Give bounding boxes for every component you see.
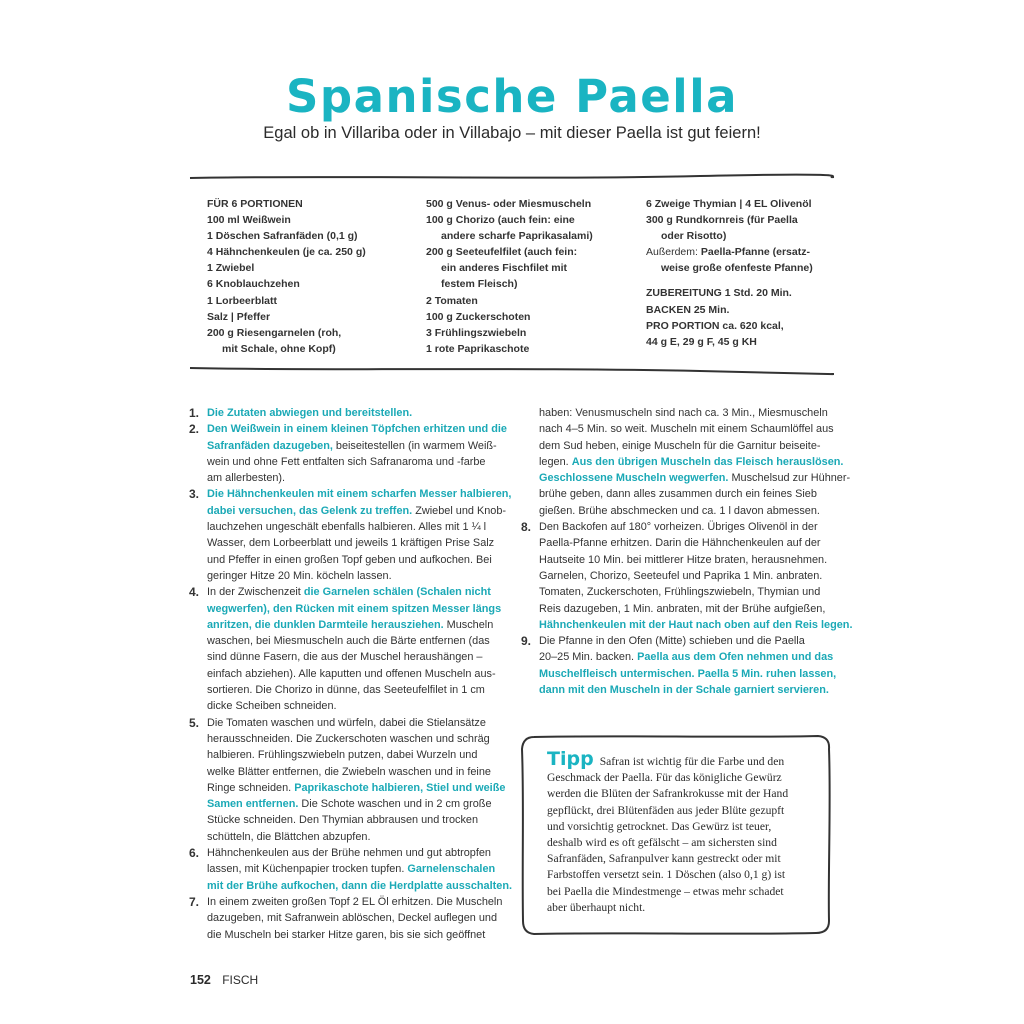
tip-line: deshalb wird es oft gefälscht – am sichersten sind — [547, 836, 777, 850]
tip-text — [547, 748, 827, 916]
step-line — [207, 617, 512, 633]
step-text: 20–25 Min. backen. — [539, 651, 638, 664]
step-text: Reis dazugeben, 1 Min. anbraten, mit der Brühe aufgießen, — [539, 602, 826, 615]
step-text: nach 4–5 Min. so weit. Muscheln mit einem Schaumlöffel aus — [539, 423, 834, 436]
step-number: 5. — [189, 715, 200, 730]
step-highlight-text: die Garnelen schälen (Schalen nicht — [303, 586, 491, 599]
step-line — [539, 617, 852, 633]
step-number: 6. — [189, 846, 200, 861]
step-highlight-text: Garnelenschalen — [407, 863, 496, 876]
step-line — [189, 584, 512, 600]
ingredient-line: 6 Knoblauchzehen — [207, 278, 300, 291]
step-line — [539, 405, 852, 421]
step-line — [207, 747, 512, 763]
step-text: beiseitestellen (in warmem Weiß- — [332, 439, 497, 452]
step-line — [539, 568, 852, 584]
step-text: am allerbesten). — [207, 472, 286, 485]
step-line — [207, 633, 512, 649]
page-number: 152 — [190, 973, 211, 987]
tip-line: Safran ist wichtig für die Farbe und den — [599, 755, 785, 768]
step-text: Hähnchenkeulen aus der Brühe nehmen und gut abtropfen — [207, 847, 491, 860]
ingredient-line: weise große ofenfeste Pfanne) — [661, 262, 813, 275]
nutrition: 44 g E, 29 g F, 45 g KH — [646, 335, 757, 348]
tip-line: gepflückt, drei Blütenfäden aus jeder Blüte gezupft — [547, 803, 785, 817]
step-text: sortieren. Die Chorizo in dünne, das Seeteufelfilet in 1 cm — [207, 684, 485, 697]
step-line — [207, 780, 512, 796]
step-line — [539, 666, 852, 682]
ingredient-line: 100 g Chorizo (auch fein: eine — [426, 214, 575, 227]
step-text: Die Schote waschen und in 2 cm große — [298, 798, 492, 811]
step-highlight-text: wegwerfen), den Rücken mit einem spitzen Messer längs — [207, 602, 502, 615]
step-highlight-text: anritzen, die dunklen Darmteile herausziehen. — [207, 618, 444, 631]
step-highlight-text: dann mit den Muscheln in der Schale garniert servieren. — [539, 684, 829, 697]
step-line — [207, 438, 512, 454]
step-line — [207, 829, 512, 845]
step-line — [207, 861, 512, 877]
step-text: dazugeben, mit Safranwein ablöschen, Deckel auflegen und — [207, 912, 498, 925]
step-line — [189, 421, 512, 437]
ingredient-line: Salz | Pfeffer — [207, 310, 271, 323]
page-title: Spanische Paella — [285, 70, 738, 123]
step-line — [207, 812, 512, 828]
per-portion: PRO PORTION ca. 620 kcal, — [646, 319, 784, 332]
step-text: einfach abziehen). Alle kaputten und offenen Muscheln aus- — [207, 667, 496, 680]
bake-time: BACKEN 25 Min. — [646, 303, 730, 316]
step-line — [207, 698, 512, 714]
step-line — [207, 470, 512, 486]
ingredient-line: 100 ml Weißwein — [207, 214, 291, 227]
step-text: Die Pfanne in den Ofen (Mitte) schieben und die Paella — [539, 635, 805, 648]
tip-box — [520, 733, 832, 936]
step-text: Hautseite 10 Min. bei mittlerer Hitze braten, herausnehmen. — [539, 553, 828, 566]
step-highlight-text: Paella aus dem Ofen nehmen und das — [637, 651, 834, 664]
ingredient-line: 1 Zwiebel — [207, 262, 255, 275]
step-line — [539, 584, 852, 600]
step-number: 2. — [189, 422, 200, 437]
step-line — [539, 470, 852, 486]
step-line — [539, 649, 852, 665]
ingredient-line: 1 Döschen Safranfäden (0,1 g) — [207, 230, 358, 243]
step-line — [189, 486, 512, 502]
step-line — [207, 649, 512, 665]
step-line — [189, 405, 512, 421]
step-line — [539, 535, 852, 551]
step-text: welke Blätter entfernen, die Zwiebeln waschen und in feine — [207, 765, 491, 778]
step-text: wein und ohne Fett entfalten sich Safranaroma und -farbe — [207, 455, 486, 468]
step-line — [539, 421, 852, 437]
step-line — [207, 601, 512, 617]
step-line — [189, 894, 512, 910]
ingredients-column-3 — [646, 196, 813, 350]
ingredient-line: 1 rote Paprikaschote — [426, 342, 530, 355]
step-line — [539, 503, 852, 519]
ingredient-line: 500 g Venus- oder Miesmuscheln — [426, 198, 592, 210]
tip-line: Safranfäden, Safranpulver kann gestreckt oder mit — [547, 852, 781, 866]
step-text: und Pfeffer in einen großen Topf geben und aufkochen. Bei — [207, 553, 492, 566]
step-text: brühe geben, dann alles zusammen durch ein feines Sieb — [539, 488, 817, 501]
ingredient-line: FÜR 6 PORTIONEN — [207, 198, 303, 210]
step-line — [207, 796, 512, 812]
step-number: 8. — [521, 520, 532, 535]
step-text: lassen, mit Küchenpapier trocken tupfen. — [207, 863, 408, 876]
step-line — [207, 731, 512, 747]
tip-label: Tipp — [547, 748, 594, 770]
step-highlight-text: Aus den übrigen Muscheln das Fleisch herauslösen. — [571, 455, 844, 468]
step-line — [539, 601, 852, 617]
step-line — [539, 454, 852, 470]
step-highlight-text: Muschelfleisch untermischen. Paella 5 Min. ruhen lassen, — [539, 667, 837, 680]
step-number: 9. — [521, 634, 532, 649]
step-line — [207, 878, 512, 894]
ausserdem-label: Außerdem: — [646, 246, 698, 259]
ingredient-line: oder Risotto) — [661, 230, 727, 243]
step-line — [189, 715, 512, 731]
ingredient-line: 200 g Riesengarnelen (roh, — [207, 326, 342, 339]
step-line — [539, 438, 852, 454]
step-text: legen. — [539, 455, 572, 468]
step-text: geringer Hitze 20 Min. köcheln lassen. — [207, 569, 392, 582]
ingredients-column-1 — [207, 196, 366, 357]
ingredient-line: ein anderes Fischfilet mit — [441, 262, 568, 275]
step-line — [539, 486, 852, 502]
ingredient-line: andere scharfe Paprikasalami) — [441, 230, 593, 243]
page-subtitle: Egal ob in Villariba oder in Villabajo – mit dieser Paella ist gut feiern! — [263, 124, 761, 142]
step-text: die Muscheln bei starker Hitze garen, bis sie sich geöffnet — [207, 928, 486, 941]
ingredient-line: 300 g Rundkornreis (für Paella — [646, 214, 798, 227]
step-text: sind dünne Fasern, die aus der Muschel heraushängen – — [207, 651, 483, 664]
step-text: Die Tomaten waschen und würfeln, dabei die Stielansätze — [207, 716, 486, 729]
step-line — [207, 535, 512, 551]
tip-line: und vorsichtig getrocknet. Das Gewürz ist teuer, — [547, 819, 772, 833]
step-text: Den Backofen auf 180° vorheizen. Übriges Olivenöl in der — [539, 521, 818, 534]
step-highlight-text: dabei versuchen, das Gelenk zu treffen. — [207, 504, 413, 517]
ingredient-line: 200 g Seeteufelfilet (auch fein: — [426, 246, 578, 259]
step-line — [207, 519, 512, 535]
step-highlight-text: mit der Brühe aufkochen, dann die Herdplatte ausschalten. — [207, 879, 513, 892]
step-text: halbieren. Frühlingszwiebeln putzen, dabei Wurzeln und — [207, 749, 478, 762]
step-highlight-text: Die Hähnchenkeulen mit einem scharfen Messer halbieren, — [207, 488, 512, 501]
step-number: 7. — [189, 894, 200, 909]
step-text: Muscheln — [443, 618, 494, 631]
step-highlight-text: Paprikaschote halbieren, Stiel und weiße — [294, 781, 506, 794]
ingredient-line: 4 Hähnchenkeulen (je ca. 250 g) — [207, 246, 366, 259]
section-name: FISCH — [222, 973, 259, 987]
step-line — [521, 519, 852, 535]
step-text: haben: Venusmuscheln sind nach ca. 3 Min., Miesmuscheln — [539, 407, 828, 419]
tip-line: Geschmack der Paella. Für das königliche Gewürz — [547, 771, 782, 785]
step-line — [207, 927, 512, 943]
step-line — [207, 682, 512, 698]
step-text: In der Zwischenzeit — [207, 586, 304, 599]
step-text: Paella-Pfanne erhitzen. Darin die Hähnchenkeulen auf der — [539, 537, 821, 550]
step-line — [207, 503, 512, 519]
step-text: gießen. Brühe abschmecken und ca. 1 l davon abmessen. — [539, 504, 820, 517]
paella-pan: Paella-Pfanne (ersatz- — [697, 246, 810, 259]
ingredient-line: 6 Zweige Thymian | 4 EL Olivenöl — [646, 198, 812, 210]
step-number: 4. — [189, 585, 200, 600]
steps-column-left — [189, 405, 513, 943]
ingredients-column-2 — [426, 196, 593, 357]
step-number: 1. — [189, 406, 200, 420]
step-text: lauchzehen ungeschält ebenfalls halbieren. Alles mit 1 ¼ l — [207, 521, 487, 534]
step-highlight-text: Samen entfernen. — [207, 798, 299, 811]
ingredient-line: 3 Frühlingszwiebeln — [426, 326, 527, 339]
step-line — [207, 666, 512, 682]
step-highlight-text: Safranfäden dazugeben, — [207, 439, 333, 452]
step-line — [207, 910, 512, 926]
step-text: Stücke schneiden. Den Thymian abbrausen und trocken — [207, 814, 479, 827]
step-number: 3. — [189, 487, 200, 502]
step-text: Zwiebel und Knob- — [412, 504, 507, 517]
step-text: Wasser, dem Lorbeerblatt und jeweils 1 kräftigen Prise Salz — [207, 537, 495, 550]
tip-line: werden die Blüten der Safrankrokusse mit der Hand — [547, 787, 789, 801]
ingredient-line — [646, 244, 813, 260]
step-line — [207, 552, 512, 568]
step-highlight-text: Geschlossene Muscheln wegwerfen. — [539, 472, 729, 485]
step-highlight-text: Die Zutaten abwiegen und bereitstellen. — [207, 407, 413, 419]
step-line — [539, 682, 852, 698]
step-line — [539, 552, 852, 568]
ingredient-line: 2 Tomaten — [426, 294, 478, 307]
ingredient-line: mit Schale, ohne Kopf) — [222, 342, 336, 355]
tip-line: bei Paella die Mindestmenge – etwas mehr schadet — [547, 884, 784, 898]
step-highlight-text: Den Weißwein in einem kleinen Töpfchen erhitzen und die — [207, 423, 507, 436]
step-text: Tomaten, Zuckerschoten, Frühlingszwiebeln, Thymian und — [539, 586, 821, 599]
ingredient-line: 1 Lorbeerblatt — [207, 294, 278, 307]
step-text: dicke Scheiben schneiden. — [207, 700, 337, 713]
step-text: Muschelsud zur Hühner- — [728, 472, 851, 485]
step-text: dem Sud heben, einige Muscheln für die Garnitur beiseite- — [539, 439, 821, 452]
step-line — [521, 633, 852, 649]
tip-line: Farbstoffen versetzt sein. 1 Döschen (also 0,1 g) ist — [547, 868, 786, 882]
step-text: schütteln, die Blättchen abzupfen. — [207, 830, 371, 843]
ingredient-line: 100 g Zuckerschoten — [426, 310, 531, 323]
page-footer — [190, 973, 258, 987]
step-highlight-text: Hähnchenkeulen mit der Haut nach oben auf den Reis legen. — [539, 618, 853, 631]
step-line — [189, 845, 512, 861]
steps-column-right — [521, 405, 853, 698]
step-line — [207, 568, 512, 584]
step-text: Ringe schneiden. — [207, 781, 295, 794]
prep-time: ZUBEREITUNG 1 Std. 20 Min. — [646, 287, 792, 300]
step-text: Garnelen, Chorizo, Seeteufel und Paprika 1 Min. anbraten. — [539, 569, 823, 582]
step-text: waschen, bei Miesmuscheln auch die Bärte entfernen (das — [207, 635, 490, 648]
ingredient-line: festem Fleisch) — [441, 278, 518, 291]
step-line — [207, 454, 512, 470]
step-text: herausschneiden. Die Zuckerschoten waschen und schräg — [207, 732, 490, 745]
tip-line: aber überhaupt nicht. — [547, 900, 646, 914]
step-text: In einem zweiten großen Topf 2 EL Öl erhitzen. Die Muscheln — [207, 895, 503, 908]
step-line — [207, 764, 512, 780]
